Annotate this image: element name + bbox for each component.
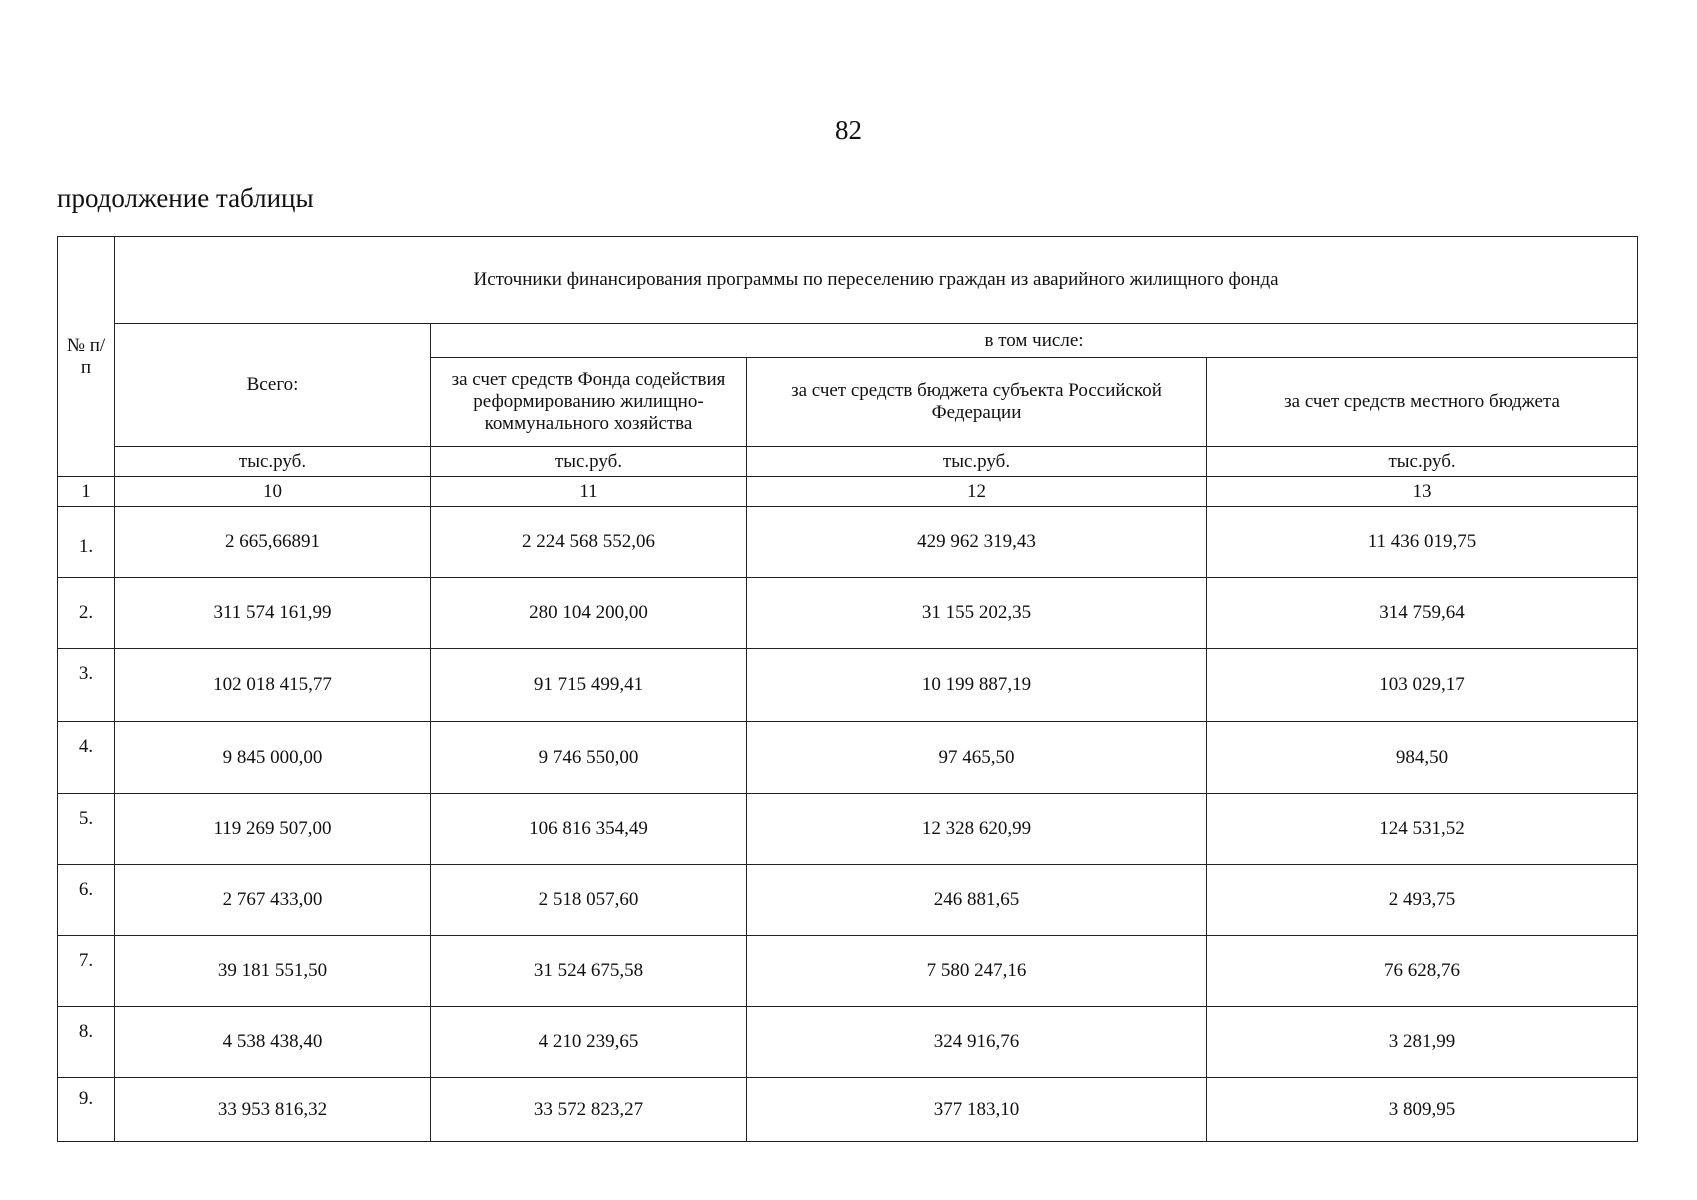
row-number: 2. bbox=[58, 578, 115, 649]
cell-regional: 324 916,76 bbox=[747, 1007, 1207, 1078]
unit-regional: тыс.руб. bbox=[747, 447, 1207, 477]
cell-fund: 91 715 499,41 bbox=[431, 649, 747, 722]
cell-regional: 7 580 247,16 bbox=[747, 936, 1207, 1007]
cell-fund: 2 224 568 552,06 bbox=[431, 507, 747, 578]
row-number: 3. bbox=[58, 649, 115, 722]
column-number: 10 bbox=[115, 477, 431, 507]
cell-local: 314 759,64 bbox=[1207, 578, 1638, 649]
row-number: 9. bbox=[58, 1078, 115, 1142]
num-header: № п/п bbox=[58, 237, 115, 477]
total-header: Всего: bbox=[115, 324, 431, 447]
cell-total: 2 665,66891 bbox=[115, 507, 431, 578]
cell-fund: 280 104 200,00 bbox=[431, 578, 747, 649]
table-row bbox=[58, 1007, 1638, 1078]
header-row-main bbox=[58, 237, 1638, 324]
table-row bbox=[58, 649, 1638, 722]
row-number: 6. bbox=[58, 865, 115, 936]
main-header: Источники финансирования программы по переселению граждан из аварийного жилищного фонда bbox=[115, 237, 1638, 324]
continuation-label: продолжение таблицы bbox=[57, 183, 314, 213]
cell-local: 11 436 019,75 bbox=[1207, 507, 1638, 578]
unit-total: тыс.руб. bbox=[115, 447, 431, 477]
cell-fund: 106 816 354,49 bbox=[431, 794, 747, 865]
cell-local: 3 281,99 bbox=[1207, 1007, 1638, 1078]
unit-local: тыс.руб. bbox=[1207, 447, 1638, 477]
cell-total: 119 269 507,00 bbox=[115, 794, 431, 865]
cell-fund: 31 524 675,58 bbox=[431, 936, 747, 1007]
row-number: 4. bbox=[58, 722, 115, 794]
regional-header: за счет средств бюджета субъекта Российской Федерации bbox=[747, 358, 1207, 447]
table-row bbox=[58, 507, 1638, 578]
header-row-units bbox=[58, 447, 1638, 477]
cell-fund: 2 518 057,60 bbox=[431, 865, 747, 936]
cell-total: 33 953 816,32 bbox=[115, 1078, 431, 1142]
table-row bbox=[58, 936, 1638, 1007]
cell-total: 2 767 433,00 bbox=[115, 865, 431, 936]
including-header: в том числе: bbox=[431, 324, 1638, 358]
table-row bbox=[58, 722, 1638, 794]
cell-total: 39 181 551,50 bbox=[115, 936, 431, 1007]
cell-local: 984,50 bbox=[1207, 722, 1638, 794]
cell-regional: 10 199 887,19 bbox=[747, 649, 1207, 722]
row-number: 8. bbox=[58, 1007, 115, 1078]
cell-total: 9 845 000,00 bbox=[115, 722, 431, 794]
cell-fund: 4 210 239,65 bbox=[431, 1007, 747, 1078]
cell-local: 76 628,76 bbox=[1207, 936, 1638, 1007]
local-header: за счет средств местного бюджета bbox=[1207, 358, 1638, 447]
table-row bbox=[58, 794, 1638, 865]
cell-fund: 33 572 823,27 bbox=[431, 1078, 747, 1142]
cell-local: 124 531,52 bbox=[1207, 794, 1638, 865]
column-number: 11 bbox=[431, 477, 747, 507]
table-row bbox=[58, 578, 1638, 649]
cell-regional: 377 183,10 bbox=[747, 1078, 1207, 1142]
header-row-including bbox=[58, 324, 1638, 358]
row-number: 1. bbox=[58, 507, 115, 578]
cell-local: 3 809,95 bbox=[1207, 1078, 1638, 1142]
column-number: 13 bbox=[1207, 477, 1638, 507]
column-number: 12 bbox=[747, 477, 1207, 507]
row-number: 5. bbox=[58, 794, 115, 865]
row-number: 7. bbox=[58, 936, 115, 1007]
cell-regional: 97 465,50 bbox=[747, 722, 1207, 794]
cell-regional: 246 881,65 bbox=[747, 865, 1207, 936]
table-row bbox=[58, 1078, 1638, 1142]
cell-local: 103 029,17 bbox=[1207, 649, 1638, 722]
column-number: 1 bbox=[58, 477, 115, 507]
cell-total: 102 018 415,77 bbox=[115, 649, 431, 722]
cell-fund: 9 746 550,00 bbox=[431, 722, 747, 794]
cell-regional: 31 155 202,35 bbox=[747, 578, 1207, 649]
cell-local: 2 493,75 bbox=[1207, 865, 1638, 936]
cell-regional: 12 328 620,99 bbox=[747, 794, 1207, 865]
cell-total: 4 538 438,40 bbox=[115, 1007, 431, 1078]
fund-header: за счет средств Фонда содействия реформированию жилищно-коммунального хозяйства bbox=[431, 358, 747, 447]
unit-fund: тыс.руб. bbox=[431, 447, 747, 477]
financing-table bbox=[57, 236, 1638, 1142]
column-number-row bbox=[58, 477, 1638, 507]
table-row bbox=[58, 865, 1638, 936]
page-number: 82 bbox=[835, 115, 862, 145]
cell-total: 311 574 161,99 bbox=[115, 578, 431, 649]
cell-regional: 429 962 319,43 bbox=[747, 507, 1207, 578]
